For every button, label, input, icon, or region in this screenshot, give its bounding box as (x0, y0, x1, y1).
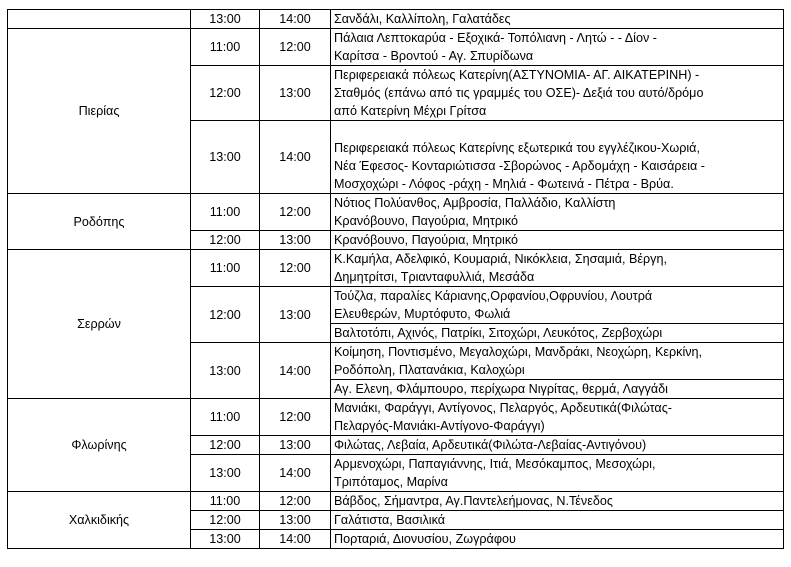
start-time: 13:00 (191, 530, 260, 549)
areas-cell (331, 10, 784, 29)
region-cell: Χαλκιδικής (8, 492, 191, 549)
area-line: Βάβδος, Σήμαντρα, Αγ.Παντελεήμονας, Ν.Τένεδος (334, 494, 613, 508)
outage-schedule-table (7, 9, 784, 549)
start-time: 13:00 (191, 121, 260, 194)
area-line: Γαλάτιστα, Βασιλικά (334, 513, 445, 527)
end-time: 12:00 (260, 250, 331, 287)
area-line: Μανιάκι, Φαράγγι, Αντίγονος, Πελαργός, Αρδευτικά(Φιλώτας- (334, 401, 672, 415)
areas-cell (331, 66, 784, 121)
region-cell: Ροδόπης (8, 194, 191, 250)
end-time: 12:00 (260, 399, 331, 436)
start-time: 12:00 (191, 511, 260, 530)
end-time: 14:00 (260, 343, 331, 399)
start-time: 11:00 (191, 194, 260, 231)
areas-cell (331, 511, 784, 530)
areas-cell (331, 455, 784, 492)
areas-cell (331, 343, 784, 380)
region-cell: Φλωρίνης (8, 399, 191, 492)
areas-cell (331, 194, 784, 231)
areas-cell (331, 399, 784, 436)
areas-cell (331, 436, 784, 455)
region-cell: Σερρών (8, 250, 191, 399)
area-line: Ροδόπολη, Πλατανάκια, Καλοχώρι (334, 363, 525, 377)
region-cell: Πιερίας (8, 29, 191, 194)
areas-cell (331, 324, 784, 343)
area-line: Φιλώτας, Λεβαία, Αρδευτικά(Φιλώτα-Λεβαίας-Αντιγόνου) (334, 438, 647, 452)
area-line (334, 121, 780, 139)
areas-cell (331, 231, 784, 250)
start-time: 12:00 (191, 436, 260, 455)
areas-cell (331, 530, 784, 549)
table-row (8, 194, 784, 231)
areas-cell (331, 492, 784, 511)
start-time: 12:00 (191, 231, 260, 250)
area-line: Κοίμηση, Ποντισμένο, Μεγαλοχώρι, Μανδράκι, Νεοχώρη, Κερκίνη, (334, 345, 703, 359)
area-line: Νότιος Πολύανθος, Αμβροσία, Παλλάδιο, Καλλίστη (334, 196, 616, 210)
area-line: Πελαργός-Μανιάκι-Αντίγονο-Φαράγγι) (334, 419, 545, 433)
area-line: Καρίτσα - Βροντού - Αγ. Σπυρίδωνα (334, 49, 534, 63)
areas-cell (331, 250, 784, 287)
table-row (8, 29, 784, 66)
area-line: Κρανόβουνο, Παγούρια, Μητρικό (334, 214, 518, 228)
area-line: Σταθμός (επάνω από τις γραμμές του ΟΣΕ)- Δεξιά του αυτό/δρόμο (334, 86, 704, 100)
area-line: από Κατερίνη Μέχρι Γρίτσα (334, 104, 487, 118)
start-time: 13:00 (191, 10, 260, 29)
end-time: 13:00 (260, 511, 331, 530)
table-row (8, 399, 784, 436)
areas-cell (331, 287, 784, 324)
area-line: Ελευθερών, Μυρτόφυτο, Φωλιά (334, 307, 511, 321)
area-line: Βαλτοτόπι, Αχινός, Πατρίκι, Σιτοχώρι, Λευκότος, Ζερβοχώρι (334, 326, 663, 340)
area-line: Τούζλα, παραλίες Κάριανης,Ορφανίου,Οφρυνίου, Λουτρά (334, 289, 653, 303)
end-time: 14:00 (260, 121, 331, 194)
area-line: Τριπόταμος, Μαρίνα (334, 475, 448, 489)
area-line: Νέα Έφεσος- Κονταριώτισσα -Σβορώνος - Αρδομάχη - Καισάρεια - (334, 159, 705, 173)
end-time: 14:00 (260, 530, 331, 549)
start-time: 12:00 (191, 287, 260, 343)
region-cell (8, 10, 191, 29)
area-line: Σανδάλι, Καλλίπολη, Γαλατάδες (334, 12, 511, 26)
areas-cell (331, 29, 784, 66)
table-row (8, 492, 784, 511)
start-time: 11:00 (191, 492, 260, 511)
table-row (8, 250, 784, 287)
start-time: 13:00 (191, 343, 260, 399)
area-line: Κ.Καμήλα, Αδελφικό, Κουμαριά, Νικόκλεια, Σησαμιά, Βέργη, (334, 252, 667, 266)
area-line: Πορταριά, Διονυσίου, Ζωγράφου (334, 532, 516, 546)
end-time: 12:00 (260, 29, 331, 66)
area-line: Πάλαια Λεπτοκαρύα - Εξοχικά- Τοπόλιανη - Λητώ - - Δίον - (334, 31, 657, 45)
end-time: 13:00 (260, 66, 331, 121)
table-row (8, 10, 784, 29)
start-time: 11:00 (191, 29, 260, 66)
end-time: 14:00 (260, 10, 331, 29)
end-time: 12:00 (260, 194, 331, 231)
start-time: 11:00 (191, 399, 260, 436)
area-line: Αγ. Ελενη, Φλάμπουρο, περίχωρα Νιγρίτας, θερμά, Λαγγάδι (334, 382, 668, 396)
area-line: Δημητρίτσι, Τριανταφυλλιά, Μεσάδα (334, 270, 535, 284)
area-line: Περιφερειακά πόλεως Κατερίνη(ΑΣΤΥΝΟΜΙΑ- ΑΓ. ΑΙΚΑΤΕΡΙΝΗ) - (334, 68, 700, 82)
area-line: Μοσχοχώρι - Λόφος -ράχη - Μηλιά - Φωτεινά - Πέτρα - Βρύα. (334, 177, 674, 191)
areas-cell (331, 121, 784, 194)
end-time: 13:00 (260, 287, 331, 343)
end-time: 13:00 (260, 231, 331, 250)
start-time: 11:00 (191, 250, 260, 287)
end-time: 14:00 (260, 455, 331, 492)
end-time: 12:00 (260, 492, 331, 511)
area-line: Περιφερειακά πόλεως Κατερίνης εξωτερικά του εγγλέζικου-Χωριά, (334, 141, 700, 155)
start-time: 12:00 (191, 66, 260, 121)
end-time: 13:00 (260, 436, 331, 455)
areas-cell (331, 380, 784, 399)
area-line: Κρανόβουνο, Παγούρια, Μητρικό (334, 233, 518, 247)
start-time: 13:00 (191, 455, 260, 492)
area-line: Αρμενοχώρι, Παπαγιάννης, Ιτιά, Μεσόκαμπος, Μεσοχώρι, (334, 457, 656, 471)
